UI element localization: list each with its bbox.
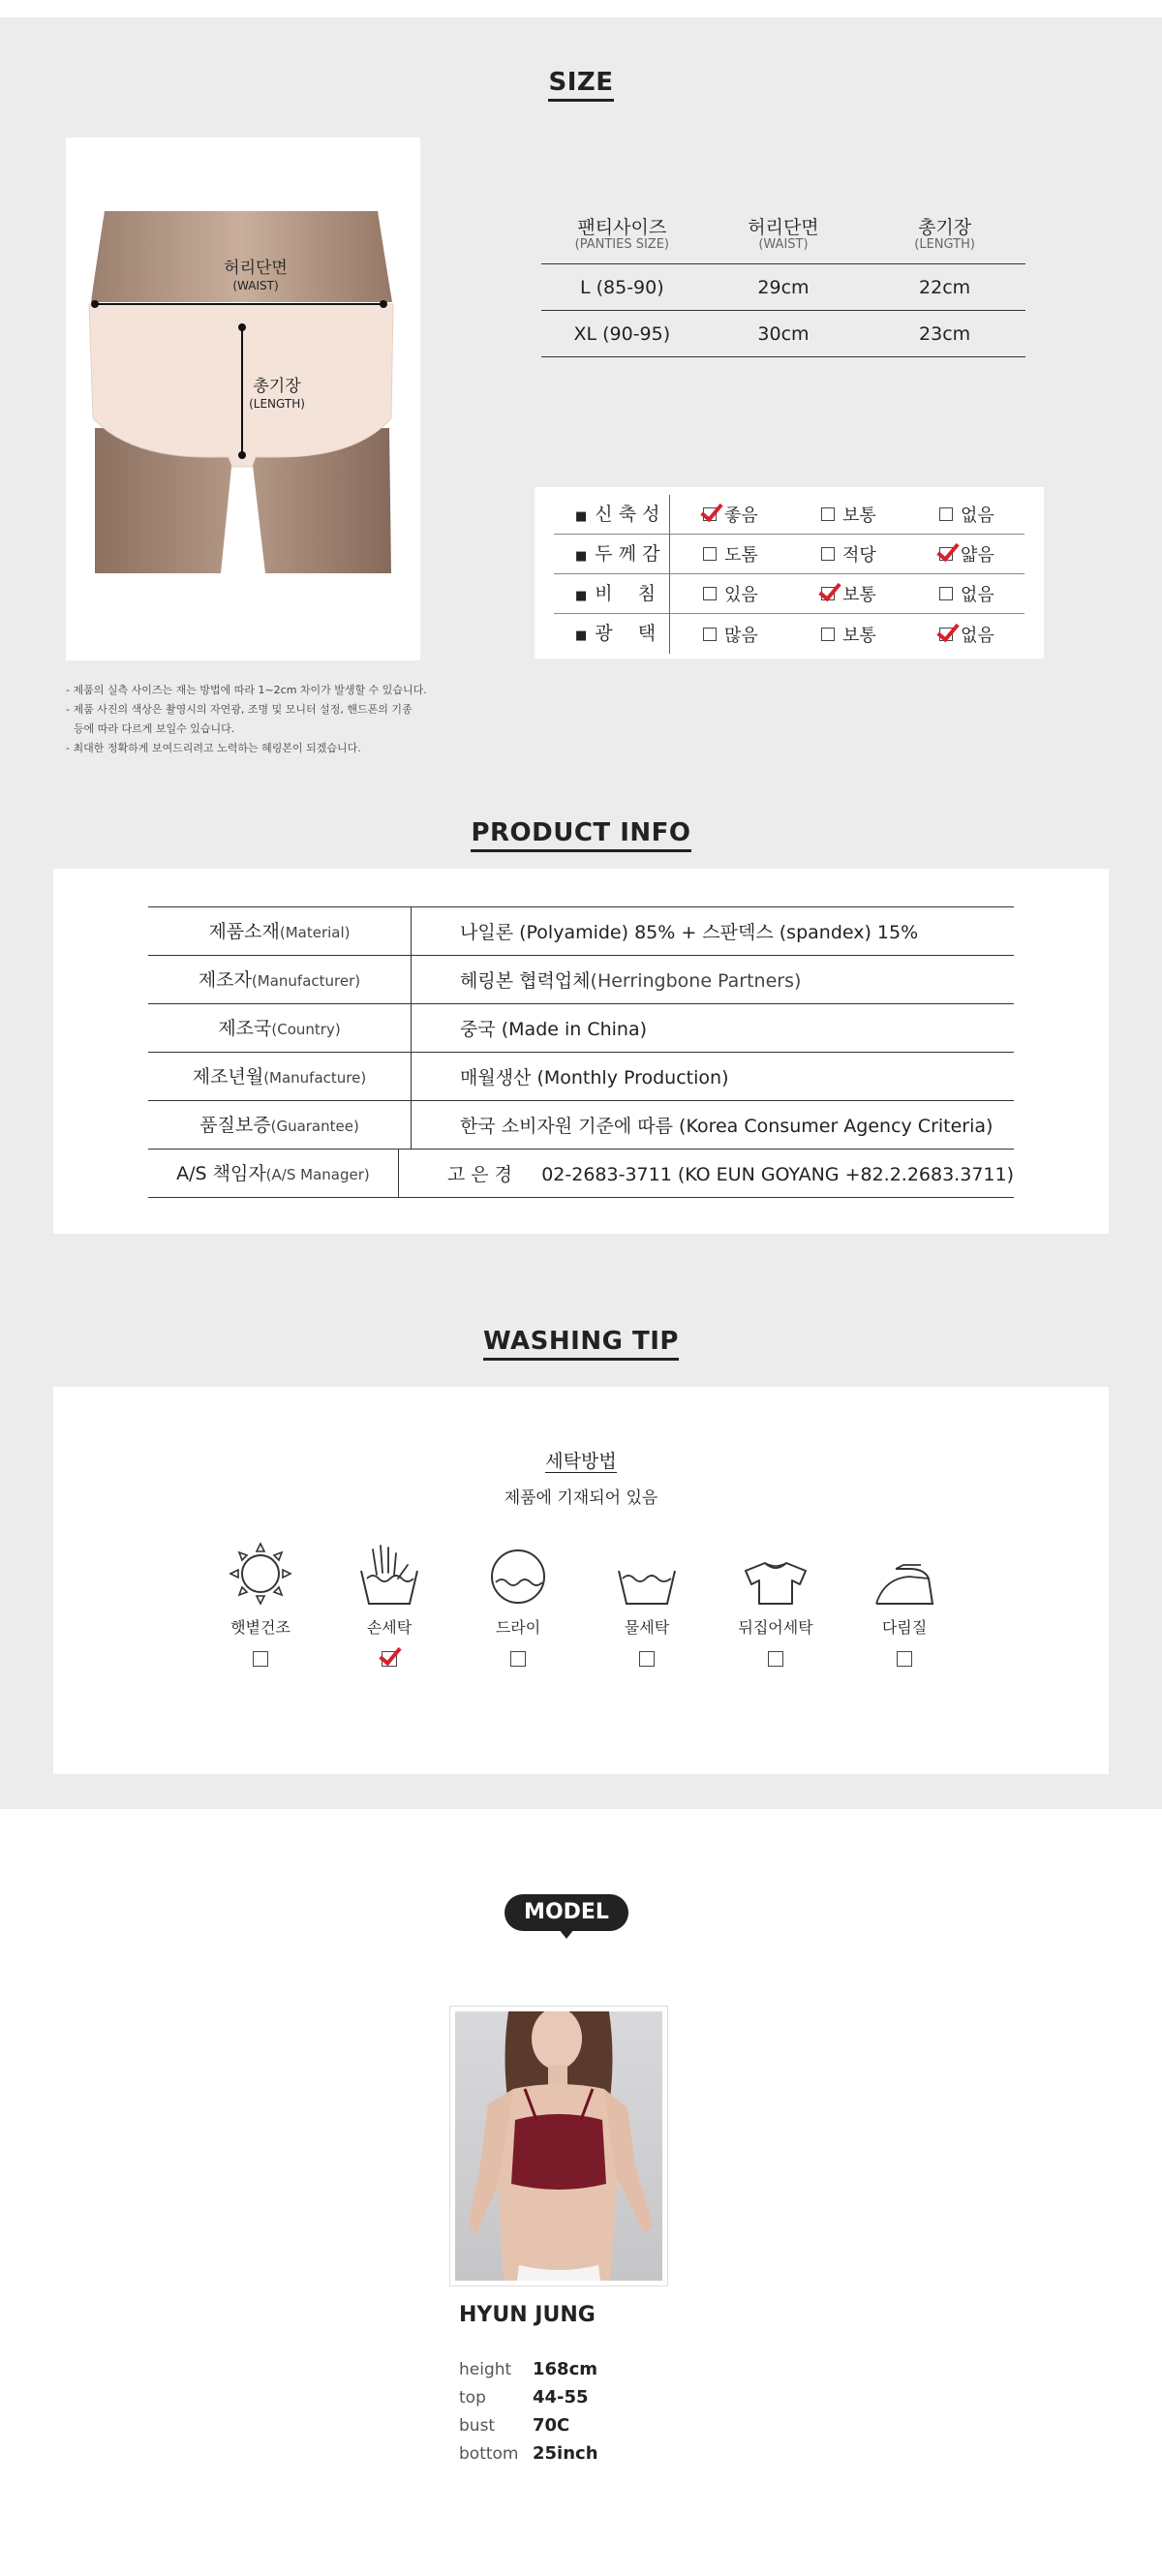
- water-wash-icon: [613, 1540, 681, 1608]
- info-value: 고 은 경 02-2683-3711 (KO EUN GOYANG +82.2.2683.3711): [446, 1164, 1014, 1185]
- product-info-table: [148, 906, 1014, 1198]
- checkbox-checked-icon: [703, 507, 717, 521]
- model-stats: [459, 2355, 598, 2468]
- stat-key: bottom: [459, 2443, 519, 2464]
- note-line: - 최대한 정확하게 보여드리려고 노력하는 혜링본이 되겠습니다.: [66, 742, 361, 754]
- size-table-header: [541, 218, 1025, 264]
- wash-label: 뒤집어세탁: [738, 1618, 813, 1637]
- info-key: 제조국(Country): [148, 1004, 412, 1053]
- checkbox-checked-icon: [939, 547, 953, 561]
- wash-label: 다림질: [881, 1618, 928, 1637]
- feature-option[interactable]: 좋음: [670, 502, 788, 527]
- model-figure: [455, 2011, 662, 2281]
- note-line: - 제품 사진의 색상은 촬영시의 자연광, 조명 및 모니터 설정, 핸드폰의 기종: [66, 703, 413, 716]
- feature-option[interactable]: 도톰: [670, 541, 788, 567]
- checkbox-icon[interactable]: [510, 1651, 526, 1667]
- info-value: 헤링본 협력업체(Herringbone Partners): [460, 970, 802, 992]
- checkbox-icon: [821, 507, 835, 521]
- model-badge: MODEL: [505, 1894, 628, 1931]
- hand-wash-icon: [355, 1540, 423, 1608]
- checkbox-icon: [703, 587, 717, 600]
- size-diagram-card: [66, 138, 420, 660]
- feature-option[interactable]: 적당: [788, 541, 906, 567]
- info-key: 품질보증(Guarantee): [148, 1101, 412, 1150]
- feature-option[interactable]: 없음: [906, 622, 1024, 647]
- table-row: [148, 1101, 1014, 1150]
- feature-row: [554, 614, 1024, 654]
- checkbox-icon: [821, 628, 835, 641]
- checkbox-icon[interactable]: [639, 1651, 655, 1667]
- dry-clean-icon: [484, 1540, 552, 1608]
- info-key: A/S 책임자(A/S Manager): [148, 1150, 399, 1198]
- checkbox-icon: [821, 547, 835, 561]
- size-cell: 23cm: [919, 322, 971, 345]
- feature-option[interactable]: 없음: [906, 581, 1024, 606]
- wash-item: [341, 1540, 438, 1667]
- feature-label: ■ 광 택: [554, 614, 670, 654]
- checkbox-checked-icon: [821, 587, 835, 600]
- size-cell: XL (90-95): [573, 322, 671, 345]
- stat-value: 25inch: [533, 2443, 598, 2464]
- size-notes: [66, 681, 427, 758]
- size-cell: 29cm: [757, 276, 810, 298]
- wash-label: 햇볕건조: [230, 1618, 290, 1637]
- feature-row: [554, 535, 1024, 574]
- size-section-title: SIZE: [0, 68, 1162, 97]
- model-photo: [449, 2006, 668, 2286]
- size-cell: 22cm: [919, 276, 971, 298]
- stat-key: height: [459, 2359, 512, 2379]
- table-row: [148, 956, 1014, 1004]
- stat-value: 70C: [533, 2415, 570, 2436]
- product-info-title: PRODUCT INFO: [0, 818, 1162, 847]
- wash-item: [470, 1540, 566, 1667]
- size-cell: L (85-90): [579, 276, 664, 298]
- table-row: [148, 1004, 1014, 1053]
- feature-option[interactable]: 보통: [788, 502, 906, 527]
- feature-option[interactable]: 없음: [906, 502, 1024, 527]
- wash-item: [598, 1540, 695, 1667]
- checkbox-icon: [939, 587, 953, 600]
- info-value: 나일론 (Polyamide) 85% + 스판덱스 (spandex) 15%: [460, 922, 919, 943]
- model-photo-image: [455, 2011, 662, 2281]
- info-value: 매월생산 (Monthly Production): [460, 1067, 729, 1089]
- wash-label: 물세탁: [624, 1618, 670, 1637]
- wash-label: 손세탁: [366, 1618, 413, 1637]
- note-line: - 제품의 실측 사이즈는 재는 방법에 따라 1~2cm 차이가 발생할 수 있습니다.: [66, 684, 427, 696]
- size-header-2: 총기장 (LENGTH): [914, 217, 975, 252]
- checkbox-icon[interactable]: [253, 1651, 268, 1667]
- feature-option[interactable]: 얇음: [906, 541, 1024, 567]
- feature-label: ■ 두 께 감: [554, 535, 670, 574]
- feature-row: [554, 574, 1024, 614]
- info-key: 제조자(Manufacturer): [148, 956, 412, 1004]
- model-stat-row: [459, 2383, 598, 2411]
- size-header-0: 팬티사이즈 (PANTIES SIZE): [574, 217, 669, 252]
- sun-icon: [227, 1540, 294, 1608]
- feature-option[interactable]: 있음: [670, 581, 788, 606]
- info-value: 중국 (Made in China): [460, 1019, 648, 1040]
- info-key: 제품소재(Material): [148, 907, 412, 956]
- checkbox-icon: [703, 547, 717, 561]
- length-label: 총기장 (LENGTH): [249, 377, 305, 411]
- stat-value: 44-55: [533, 2387, 589, 2407]
- checkbox-icon[interactable]: [768, 1651, 783, 1667]
- table-row: [148, 907, 1014, 956]
- washing-method-subtitle: 제품에 기재되어 있음: [504, 1488, 658, 1508]
- size-table: [541, 218, 1025, 357]
- feature-option[interactable]: 보통: [788, 581, 906, 606]
- fabric-feature-table: [535, 487, 1044, 659]
- stat-key: bust: [459, 2415, 496, 2436]
- note-line: 등에 따라 다르게 보일수 있습니다.: [74, 722, 235, 735]
- table-row: [541, 311, 1025, 357]
- table-row: [541, 264, 1025, 311]
- checkbox-icon[interactable]: [897, 1651, 912, 1667]
- model-stat-row: [459, 2439, 598, 2468]
- feature-option[interactable]: 보통: [788, 622, 906, 647]
- wash-item: [856, 1540, 953, 1667]
- wash-item: [212, 1540, 309, 1667]
- iron-icon: [871, 1540, 938, 1608]
- feature-row: [554, 495, 1024, 535]
- checkbox-icon: [939, 507, 953, 521]
- feature-label: ■ 신 축 성: [554, 495, 670, 535]
- info-key: 제조년월(Manufacture): [148, 1053, 412, 1101]
- table-row: [148, 1053, 1014, 1101]
- wash-item: [727, 1540, 824, 1667]
- feature-option[interactable]: 많음: [670, 622, 788, 647]
- stat-key: top: [459, 2387, 486, 2407]
- size-cell: 30cm: [757, 322, 810, 345]
- model-stat-row: [459, 2355, 598, 2383]
- washing-method-title: 세탁방법: [545, 1451, 617, 1472]
- checkbox-icon: [703, 628, 717, 641]
- stat-value: 168cm: [533, 2359, 597, 2379]
- shirt-inside-out-icon: [742, 1540, 810, 1608]
- washing-tip-title: WASHING TIP: [0, 1327, 1162, 1356]
- waist-label: 허리단면 (WAIST): [224, 259, 288, 292]
- feature-label: ■ 비 침: [554, 574, 670, 614]
- size-header-1: 허리단면 (WAIST): [748, 217, 819, 252]
- checkbox-checked-icon: [939, 628, 953, 641]
- model-stat-row: [459, 2411, 598, 2439]
- wash-label: 드라이: [495, 1618, 541, 1637]
- model-name: HYUN JUNG: [459, 2303, 596, 2327]
- table-row: [148, 1150, 1014, 1198]
- info-value: 한국 소비자원 기준에 따름 (Korea Consumer Agency Criteria): [460, 1116, 994, 1137]
- checkbox-checked-icon[interactable]: [382, 1651, 397, 1667]
